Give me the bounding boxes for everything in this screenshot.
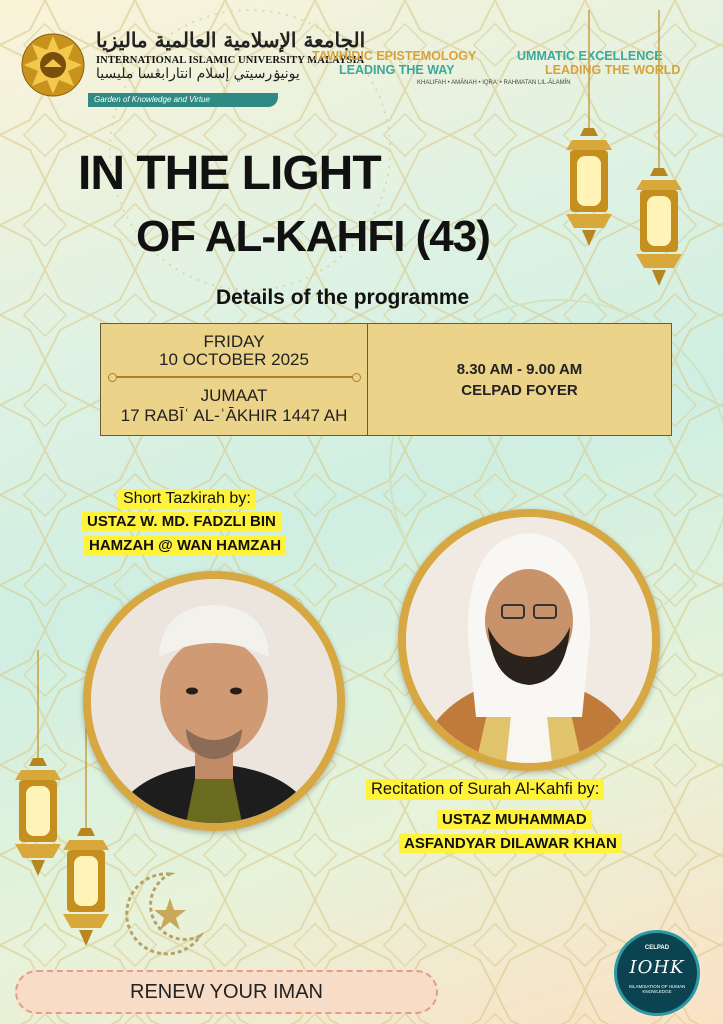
speaker1-role: Short Tazkirah by: bbox=[118, 489, 256, 509]
motto-ummatic: UMMATIC EXCELLENCE bbox=[517, 49, 663, 63]
speaker2-role: Recitation of Surah Al-Kahfi by: bbox=[366, 779, 604, 800]
speaker2-name-line1: USTAZ MUHAMMAD bbox=[437, 810, 592, 829]
speaker1-name-line2: HAMZAH @ WAN HAMZAH bbox=[84, 536, 286, 555]
university-name-english: INTERNATIONAL ISLAMIC UNIVERSITY MALAYSIA bbox=[96, 55, 365, 66]
lantern-icon bbox=[556, 10, 696, 300]
person-photo-icon bbox=[406, 517, 652, 763]
event-time: 8.30 AM - 9.00 AM bbox=[456, 360, 583, 378]
day-malay: JUMAAT bbox=[200, 386, 268, 405]
badge-ring-text: ISLAMISATION OF HUMAN KNOWLEDGE bbox=[628, 984, 686, 994]
badge-mark: IOHK bbox=[629, 957, 685, 978]
university-tagline: Garden of Knowledge and Virtue bbox=[88, 93, 278, 107]
motto-leading-world: LEADING THE WORLD bbox=[545, 63, 681, 77]
speaker2-portrait bbox=[398, 509, 660, 771]
speaker2-name-line2: ASFANDYAR DILAWAR KHAN bbox=[399, 834, 622, 853]
programme-details-table bbox=[100, 323, 672, 436]
hijri-date: 17 RABĪʿ AL-ʾĀKHIR 1447 AH bbox=[120, 406, 348, 425]
university-name-jawi: يونيۏرسيتي إسلام انتارابڠسا مليسيا bbox=[96, 66, 300, 82]
person-photo-icon bbox=[91, 579, 337, 823]
badge-top-text: CELPAD bbox=[644, 945, 670, 951]
date-cell bbox=[101, 324, 368, 435]
motto-tawhidic: TAWHIDIC EPISTEMOLOGY bbox=[312, 49, 477, 63]
divider-ornament bbox=[111, 376, 358, 378]
iium-logo bbox=[18, 30, 88, 100]
time-venue-cell bbox=[368, 324, 671, 435]
motto-leading-way: LEADING THE WAY bbox=[339, 63, 455, 77]
event-title-line2: OF AL-KAHFI (43) bbox=[136, 212, 490, 261]
event-venue: CELPAD FOYER bbox=[461, 381, 578, 399]
event-title-line1: IN THE LIGHT bbox=[78, 147, 381, 200]
gregorian-date: 10 OCTOBER 2025 bbox=[159, 350, 309, 369]
celpad-iohk-badge bbox=[614, 930, 700, 1016]
speaker1-name-line1: USTAZ W. MD. FADZLI BIN bbox=[82, 512, 281, 531]
university-name-arabic: الجامعة الإسلامية العالمية ماليزيا bbox=[96, 28, 366, 52]
speaker1-portrait bbox=[83, 571, 345, 831]
details-heading: Details of the programme bbox=[216, 286, 470, 309]
renew-iman-banner: RENEW YOUR IMAN bbox=[15, 970, 438, 1014]
crescent-star-icon bbox=[118, 868, 208, 956]
day: FRIDAY bbox=[203, 332, 265, 351]
motto-values: KHALIFAH • AMĀNAH • IQRA' • RAHMATAN LIL-ĀLAMĪN bbox=[417, 80, 571, 86]
